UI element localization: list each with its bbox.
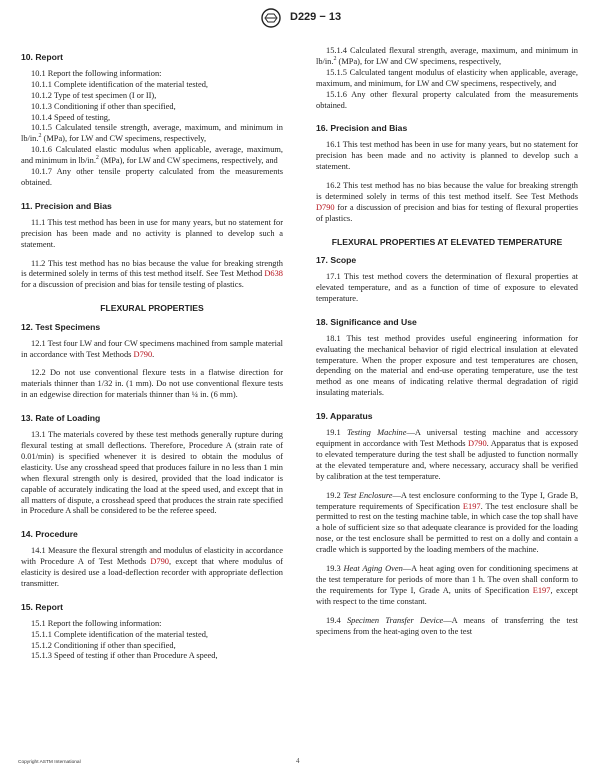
- document-designation: D229 − 13: [290, 11, 342, 23]
- paragraph: 10.1 Report the following information:: [31, 68, 162, 78]
- paragraph: 16.2 This test method has no bias because the value for breaking strength is determined solely in terms of this test method itself. See Test Methods D790 for a discussion of precision and bias for testing of flexural properties of plastics.: [316, 181, 578, 223]
- paragraph: 15.1.4 Calculated flexural strength, average, maximum, and minimum in lb/in.$^2$ (MPa), for LW and CW specimens, respectively,: [316, 46, 578, 66]
- paragraph: 10.1.3 Conditioning if other than specified,: [31, 101, 176, 111]
- paragraph: 10.1.2 Type of test specimen (I or II),: [31, 90, 157, 100]
- paragraph: 12.1 Test four LW and four CW specimens machined from sample material in accordance with Test Methods D790.: [21, 338, 283, 359]
- paragraph: 15.1.2 Conditioning if other than specified,: [31, 640, 176, 650]
- superscript: 2: [95, 155, 99, 162]
- paragraph: 15.1 Report the following information:: [31, 618, 162, 628]
- reference-link[interactable]: D790: [133, 349, 153, 359]
- page-number: 4: [296, 757, 300, 765]
- superscript: 2: [333, 56, 337, 63]
- reference-link[interactable]: D790: [316, 202, 335, 212]
- reference-link[interactable]: E197: [462, 501, 481, 511]
- paragraph: 14.1 Measure the flexural strength and modulus of elasticity in accordance with Procedure A of Test Methods D790, except that where modulus of elasticity is desired use a load-deflection recorder with appropriate deflection transmitter.: [21, 546, 283, 588]
- paragraph: 10.1.6 Calculated elastic modulus when applicable, average, maximum, and minimum in lb/in.$^2$ (MPa), for LW and CW specimens, respectively, and: [21, 145, 283, 166]
- paragraph: 15.1.6 Any other flexural property calculated from the measurements obtained.: [316, 89, 578, 110]
- section-heading: 16. Precision and Bias: [316, 123, 408, 134]
- paragraph: 19.2 Test Enclosure—A test enclosure conforming to the Type I, Grade B, temperature requirements of Specification E197. The test enclosure shall be permitted to rest on the testing machine table, in which case the top shall have a hole of sufficient size so that adequate clearance is provided for the loading nose, or the test enclosure shall be permitted to rest on a dolly and contain a cradle which is supported by the loading members of the machine.: [316, 490, 578, 555]
- section-heading: 14. Procedure: [21, 529, 78, 540]
- paragraph: 10.1.7 Any other tensile property calculated from the measurements obtained.: [21, 167, 283, 187]
- paragraph: 18.1 This test method provides useful engineering information for evaluating the mechanical behavior of rigid electrical insulation at elevated temperature. When the proper exposure and test temperatures are chosen, depending on the material and end-use operating temperature, use the test method as one means of indicating relative thermal degradation of rigid insulating materials.: [316, 333, 578, 398]
- part-heading: FLEXURAL PROPERTIES: [100, 303, 204, 314]
- section-heading: 19. Apparatus: [316, 411, 373, 422]
- right-column: [316, 46, 578, 637]
- paragraph: 13.1 The materials covered by these test methods generally rupture during flexural testing at small deflections. Therefore, Procedure A (strain rate of 0.01/min) is specified whenever it is desired to obtain the modulus of elasticity. Use any crosshead speed that produces failure in no less than 1 min when flexural strength only is desired, provided that the load indicator is capable of accurately indicating the load at the speed used, and except that in all matters of dispute, a crosshead speed that produces the strain rate specified in Procedure A shall be considered to be the referee speed.: [21, 430, 283, 516]
- paragraph: 15.1.5 Calculated tangent modulus of elasticity when applicable, average, maximum, and minimum, for LW and CW specimens, respectively, and: [316, 67, 578, 88]
- section-heading: 18. Significance and Use: [316, 316, 417, 327]
- paragraph: 10.1.4 Speed of testing,: [31, 112, 111, 122]
- section-heading: 11. Precision and Bias: [21, 200, 112, 211]
- paragraph: 19.4 Specimen Transfer Device—A means of transferring the test specimens from the heat-aging oven to the test: [316, 615, 578, 636]
- section-heading: 15. Report: [21, 601, 64, 612]
- section-heading: 17. Scope: [316, 255, 357, 266]
- part-heading: FLEXURAL PROPERTIES AT ELEVATED TEMPERATURE: [331, 236, 563, 247]
- reference-link[interactable]: D638: [264, 269, 283, 279]
- paragraph: 10.1.1 Complete identification of the material tested,: [31, 79, 208, 89]
- superscript: 2: [38, 133, 42, 140]
- section-heading: 13. Rate of Loading: [21, 413, 101, 424]
- reference-link[interactable]: D790: [468, 438, 487, 448]
- left-column: [21, 52, 283, 662]
- paragraph: 19.3 Heat Aging Oven—A heat aging oven for conditioning specimens at the test temperature for periods of more than 1 h. The oven shall conform to the requirements for Type I, Grade A, units of Specification E197, except with respect to the time constant.: [316, 564, 578, 606]
- paragraph: 12.2 Do not use conventional flexure tests in a flatwise direction for materials thinner than 1/32 in. (1 mm). Do not use conventional flexure tests in an edgewise direction for materials thinner than ¼ in. (6 mm).: [21, 368, 283, 400]
- paragraph: 15.1.1 Complete identification of the material tested,: [31, 629, 208, 639]
- section-heading: 10. Report: [21, 52, 64, 62]
- copyright-notice: Copyright ASTM International: [18, 760, 81, 765]
- reference-link[interactable]: D790: [150, 557, 169, 567]
- paragraph: 15.1.3 Speed of testing if other than Procedure A speed,: [31, 651, 218, 661]
- paragraph: 19.1 Testing Machine—A universal testing machine and accessory equipment in accordance with Test Methods D790. Apparatus that is exposed to elevated temperature during the test shall be adjusted to function normally at the elevated temperature and, where necessary, accuracy shall be verified by calibration at the test temperature.: [316, 428, 579, 481]
- section-heading: 12. Test Specimens: [21, 321, 101, 332]
- reference-link[interactable]: E197: [532, 585, 551, 595]
- paragraph: 11.1 This test method has been in use for many years, but no statement for precision has been made and no activity is planned to develop such a statement.: [21, 217, 283, 249]
- page-header: [0, 8, 600, 32]
- paragraph: 17.1 This test method covers the determination of flexural properties at elevated temperature, and as a function of time of exposure to elevated temperature.: [316, 272, 578, 303]
- astm-logo-icon: [260, 8, 282, 28]
- paragraph: 16.1 This test method has been in use for many years, but no statement for precision has been made and no activity is planned to develop such a statement.: [316, 140, 578, 172]
- paragraph: 10.1.5 Calculated tensile strength, average, maximum, and minimum in lb/in.$^2$ (MPa), for LW and CW specimens, respectively,: [21, 123, 283, 144]
- paragraph: 11.2 This test method has no bias because the value for breaking strength is determined solely in terms of this test method itself. See Test Method D638 for a discussion of precision and bias for tensile testing of plastics.: [21, 258, 283, 290]
